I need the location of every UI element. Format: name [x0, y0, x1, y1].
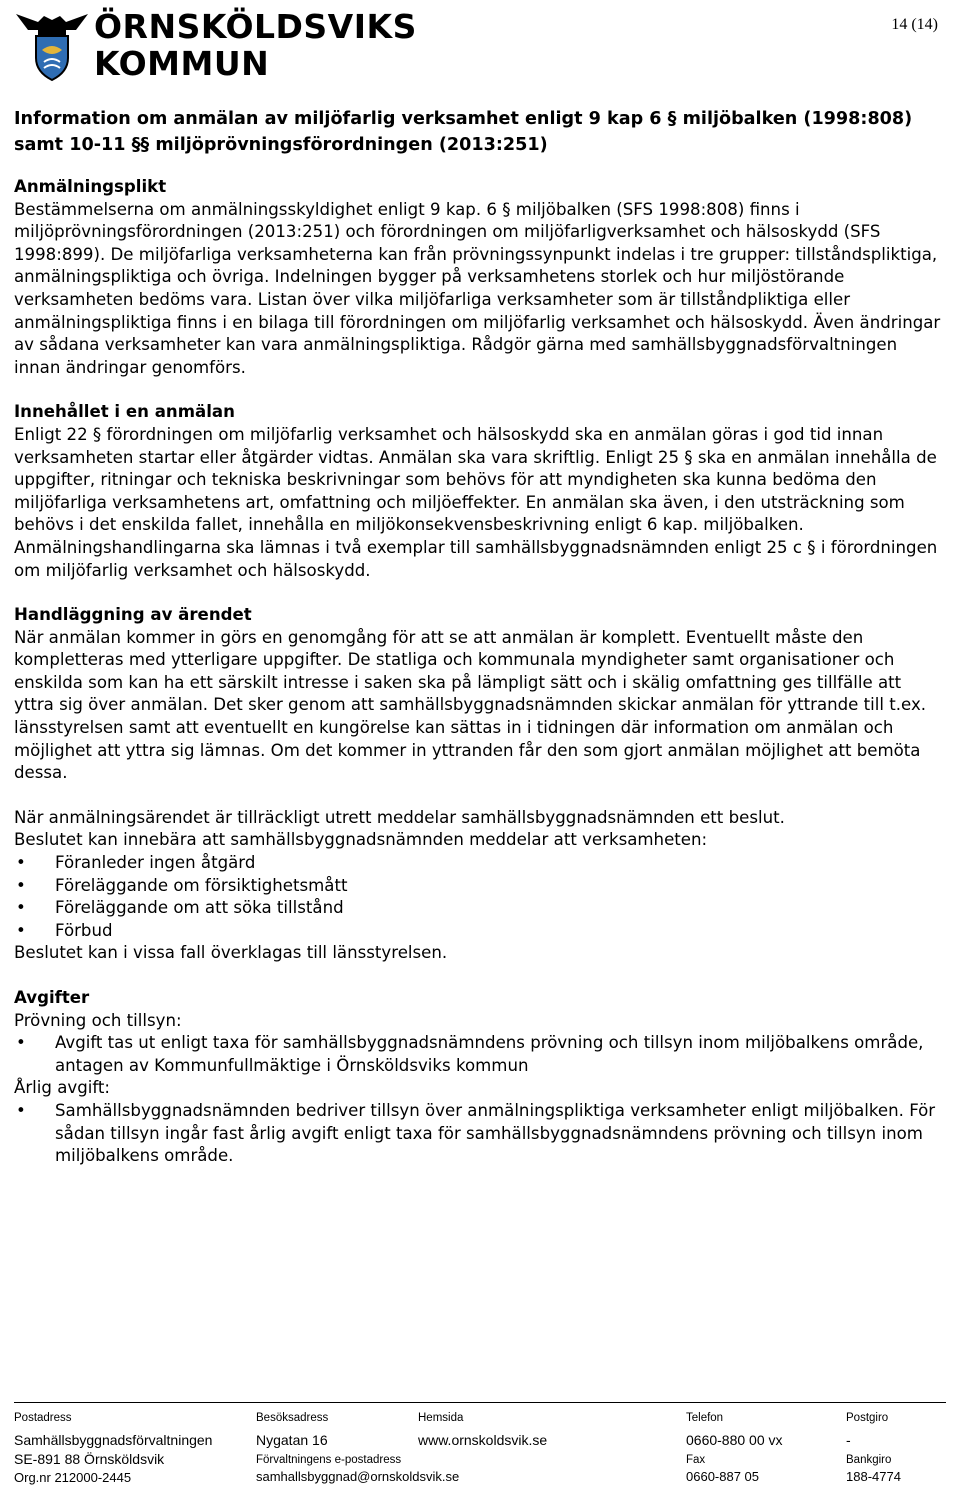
section-paragraph: När anmälningsärendet är tillräckligt utrett meddelar samhällsbyggnadsnämnden ett beslut.: [14, 807, 785, 827]
page-number: 14 (14): [891, 16, 938, 33]
footer-value: Samhällsbyggnadsförvaltningen: [14, 1432, 213, 1448]
bullet-icon: •: [16, 853, 26, 873]
footer-value: 188-4774: [846, 1469, 901, 1484]
section-anmalningsplikt: [14, 176, 944, 379]
municipality-logo: [14, 6, 417, 84]
section-heading: Anmälningsplikt: [14, 177, 167, 196]
bullet-icon: •: [16, 1033, 26, 1053]
footer-value: Nygatan 16: [256, 1432, 328, 1448]
section-paragraph: Bestämmelserna om anmälningsskyldighet enligt 9 kap. 6 § miljöbalken (SFS 1998:808) finns i miljöprövningsförordningen (2013:251) och förordningen om miljöfarligverksamhet och hälsoskydd (SFS 1998:899). De miljöfarliga verksamheterna kan från prövningssynpunkt indelas i tre grupper: tillståndspliktiga, anmälningspliktiga och övriga. Indelningen bygger på verksamhetens storlek och hur miljöstörande verksamheten bedöms vara. Listan över vilka miljöfarliga verksamheter som är tillståndpliktiga eller anmälningspliktiga finns i en bilaga till förordningen om miljöfarlig verksamhet och hälsoskydd. Även ändringar av sådana verksamheter kan vara anmälningspliktiga. Rådgör gärna med samhällsbyggnadsförvaltningen innan ändringar genomförs.: [14, 199, 941, 377]
bullet-icon: •: [16, 920, 26, 940]
section-paragraph: Beslutet kan innebära att samhällsbyggnadsnämnden meddelar att verksamheten:: [14, 830, 708, 850]
list-item: • Föranleder ingen åtgärd: [14, 852, 944, 875]
list-item: • Föreläggande om försiktighetsmått: [14, 875, 944, 898]
footer-value: Org.nr 212000-2445: [14, 1470, 132, 1485]
section-paragraph: När anmälan kommer in görs en genomgång för att se att anmälan är komplett. Eventuellt måste den kompletteras med ytterligare uppgifter. De statliga och kommunala myndigheter samt organisationer och enskilda som kan ha ett särskilt intresse i saken ska på lämpligt sätt och i skälig omfattning ges tillfälle att yttra sig över anmälan. Det sker genom att samhällsbyggnadsnämnden skickar anmälan för yttrande till t.ex. länsstyrelsen samt att eventuellt en kungörelse kan sättas in i tidningen där information om anmälan och möjlighet att yttra sig lämnas. Om det kommer in yttranden får den som gjort anmälan möjlighet att bemöta dessa.: [14, 627, 927, 783]
section-heading: Innehållet i en anmälan: [14, 402, 235, 422]
footer-label: Fax: [686, 1454, 706, 1466]
footer-website-link[interactable]: www.ornskoldsvik.se: [418, 1432, 548, 1448]
footer-label: Telefon: [686, 1412, 724, 1424]
bullet-icon: •: [16, 1100, 26, 1120]
list-item: • Avgift tas ut enligt taxa för samhällsbyggnadsnämndens prövning och tillsyn inom miljöbalkens område, antagen av Kommunfullmäktige i Örnsköldsviks kommun: [16, 1033, 924, 1075]
footer-value: 0660-887 05: [686, 1469, 760, 1484]
footer-email: samhallsbyggnad@ornskoldsvik.se: [256, 1469, 460, 1484]
list-item: • Föreläggande om att söka tillstånd: [14, 897, 944, 920]
footer-label: Postgiro: [846, 1412, 889, 1424]
footer-postadress: [14, 1403, 212, 1486]
section-paragraph: Enligt 22 § förordningen om miljöfarlig verksamhet och hälsoskydd ska en anmälan göras i god tid innan verksamheten startar eller åtgärder vidtas. Anmälan ska vara skriftlig. Enligt 25 § ska en anmälan innehålla de uppgifter, ritningar och tekniska beskrivningar som behövs för att myndigheten ska kunna bedöma den miljöfarliga verksamhetens art, omfattning och miljöeffekter. En anmälan ska även, i den utsträckning som behövs i det enskilda fallet, innehålla en miljökonsekvensbeskrivning enligt 6 kap. miljöbalken. Anmälningshandlingarna ska lämnas i två exemplar till samhällsbyggnadsnämnden enligt 25 c § i förordningen om miljöfarlig verksamhet och hälsoskydd.: [14, 424, 938, 580]
list-item: • Förbud: [14, 920, 944, 943]
footer-hemsida: [418, 1403, 547, 1450]
footer-giro: [846, 1403, 901, 1485]
section-handlaggning: [14, 604, 944, 965]
list-item: • Samhällsbyggnadsnämnden bedriver tillsyn över anmälningspliktiga verksamheter enligt miljöbalken. För sådan tillsyn ingår fast årlig avgift enligt taxa för samhällsbyggnadsnämndens prövning och tillsyn inom miljöbalkens område.: [16, 1100, 936, 1166]
section-avgifter: [14, 987, 944, 1168]
logo-wordmark: [94, 8, 417, 82]
coat-of-arms-icon: [14, 6, 90, 82]
footer-label: Hemsida: [418, 1412, 464, 1424]
page-footer: [14, 1402, 946, 1485]
section-innehallet: [14, 401, 944, 582]
footer-label: Bankgiro: [846, 1454, 892, 1466]
footer-label: Besöksadress: [256, 1412, 329, 1424]
fee-list: [14, 1100, 944, 1168]
fee-list: [14, 1032, 944, 1077]
footer-telefon: [686, 1403, 783, 1485]
footer-label: Förvaltningens e-postadress: [256, 1454, 402, 1466]
section-subheading: Årlig avgift:: [14, 1078, 110, 1098]
document-title: Information om anmälan av miljöfarlig verksamhet enligt 9 kap 6 § miljöbalken (1998:808) samt 10-11 §§ miljöprövningsförordningen (2013:251): [14, 109, 913, 155]
section-subheading: Prövning och tillsyn:: [14, 1010, 182, 1030]
bullet-icon: •: [16, 898, 26, 918]
decision-list: [14, 852, 944, 942]
logo-line-1: ÖRNSKÖLDSVIKS: [94, 7, 417, 46]
bullet-icon: •: [16, 875, 26, 895]
footer-label: Postadress: [14, 1412, 72, 1424]
footer-value: SE-891 88 Örnsköldsvik: [14, 1451, 165, 1467]
page-header: [0, 0, 960, 90]
logo-line-2: KOMMUN: [94, 44, 270, 83]
document-body: [14, 106, 944, 1168]
footer-value: -: [846, 1432, 851, 1448]
section-paragraph: Beslutet kan i vissa fall överklagas till länsstyrelsen.: [14, 943, 448, 963]
section-heading: Handläggning av ärendet: [14, 605, 252, 625]
footer-value: 0660-880 00 vx: [686, 1432, 783, 1448]
section-heading: Avgifter: [14, 988, 90, 1007]
